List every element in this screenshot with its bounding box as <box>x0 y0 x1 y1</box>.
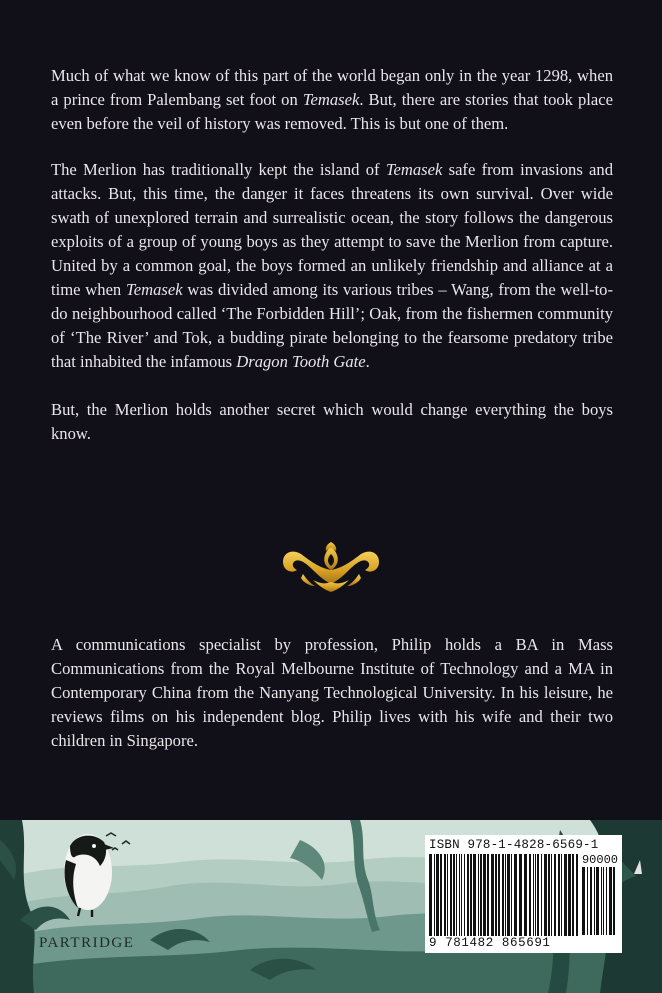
addon-barcode-bars <box>582 867 618 935</box>
blurb-emphasis: Dragon Tooth Gate <box>236 352 366 371</box>
barcode-bar <box>548 854 550 936</box>
barcode-bar <box>544 854 547 936</box>
barcode-bar <box>473 854 476 936</box>
barcode-bar <box>561 854 562 936</box>
barcode-bar <box>609 867 612 935</box>
blurb-emphasis: Temasek <box>126 280 183 299</box>
barcode-bar <box>529 854 531 936</box>
blurb-paragraph-1 <box>51 64 613 136</box>
barcode-bar <box>564 854 567 936</box>
barcode-bar <box>444 854 446 936</box>
barcode-bar <box>537 854 539 936</box>
barcode-bar <box>590 867 592 935</box>
barcode-bar <box>470 854 472 936</box>
isbn-barcode <box>425 835 622 953</box>
barcode-bar <box>450 854 452 936</box>
barcode-bar <box>491 854 494 936</box>
blurb-text: The Merlion has traditionally kept the island of <box>51 160 386 179</box>
barcode-bar <box>498 854 500 936</box>
barcode-bar <box>558 854 560 936</box>
barcode-bar <box>582 867 585 935</box>
barcode-bar <box>447 854 448 936</box>
blurb-emphasis: Temasek <box>302 90 360 109</box>
barcode-bar <box>478 854 479 936</box>
barcode-bar <box>467 854 469 936</box>
barcode-bar <box>524 854 527 936</box>
barcode-bar <box>483 854 486 936</box>
barcode-bar <box>507 854 510 936</box>
barcode-bar <box>535 854 536 936</box>
blurb-text: . <box>365 352 370 371</box>
blurb-paragraph-3: But, the Merlion holds another secret which would change everything the boys know. <box>51 400 613 443</box>
barcode-bar <box>596 867 599 935</box>
barcode-bar <box>495 854 497 936</box>
barcode-bar <box>601 867 602 935</box>
barcode-bar <box>456 854 457 936</box>
barcode-bar <box>603 867 604 935</box>
blurb-paragraph-2 <box>51 158 613 374</box>
barcode-bar <box>576 854 578 936</box>
barcode-bar <box>551 854 552 936</box>
barcode-bar <box>511 854 512 936</box>
price-code: 90000 <box>581 853 618 867</box>
barcode-bar <box>480 854 482 936</box>
barcode-bar <box>453 854 455 936</box>
barcode-bar <box>541 854 542 936</box>
blurb-text: . But, there are stories that took place even before the veil of history was removed. This is but one of them. <box>51 90 613 133</box>
barcode-bar <box>464 854 465 936</box>
barcode-bar <box>572 854 574 936</box>
blurb-text: Much of what we know of this part of the world began only in the year 1298, when a prince from Palembang set foot on <box>51 66 613 109</box>
barcode-bar <box>587 867 588 935</box>
barcode-bar <box>440 854 442 936</box>
author-bio: A communications specialist by profession, Philip holds a BA in Mass Communications from the Royal Melbourne Institute of Technology and a MA in Contemporary China from the Nanyang Technological University. In his leisure, he reviews films on his independent blog. Philip lives with his wife and their two children in Singapore. <box>51 635 613 750</box>
barcode-bar <box>533 854 534 936</box>
barcode-bar <box>613 867 615 935</box>
barcode-bars <box>429 854 579 936</box>
barcode-digits: 9 781482 865691 <box>429 936 551 950</box>
publisher-name: PARTRIDGE <box>39 935 135 951</box>
isbn-label: ISBN 978-1-4828-6569-1 <box>429 838 599 852</box>
barcode-bar <box>459 854 460 936</box>
blurb-text: safe from invasions and attacks. But, this time, the danger it faces threatens its own survival. Over wide swath of unexplored terrain and surrealistic ocean, the story follows the dangerous exploits of a group of young boys as they attempt to save the Merlion from capture. United by a common goal, the boys formed an unlikely friendship and alliance at a time when <box>51 160 613 299</box>
blurb-text: was divided among its various tribes – Wang, from the well-to-do neighbourhood called ‘The Forbidden Hill’; Oak, from the fishermen community of ‘The River’ and Tok, a budding pirate belonging to the fearsome predatory tribe that inhabited the infamous <box>51 280 614 371</box>
gold-ornament-icon <box>279 540 383 594</box>
barcode-bar <box>519 854 522 936</box>
barcode-bar <box>514 854 517 936</box>
barcode-bar <box>554 854 556 936</box>
barcode-bar <box>429 854 432 936</box>
barcode-bar <box>487 854 489 936</box>
barcode-bar <box>434 854 435 936</box>
barcode-bar <box>502 854 504 936</box>
barcode-bar <box>568 854 571 936</box>
barcode-bar <box>436 854 439 936</box>
barcode-bar <box>461 854 462 936</box>
blurb-emphasis: Temasek <box>385 160 443 179</box>
barcode-bar <box>606 867 607 935</box>
barcode-bar <box>594 867 595 935</box>
barcode-bar <box>505 854 506 936</box>
